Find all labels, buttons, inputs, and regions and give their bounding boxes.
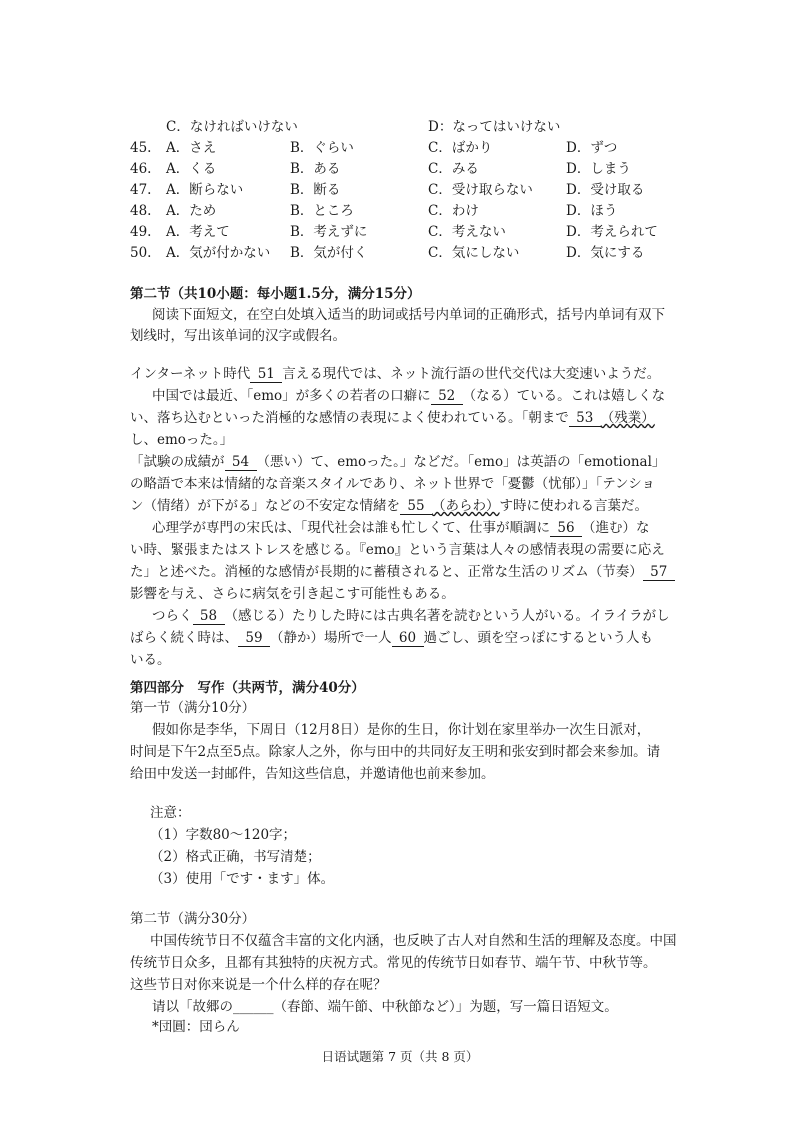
- option-c: C．気にしない: [428, 245, 520, 261]
- passage-text: （なる）ている。これは嬉しくな: [462, 388, 666, 404]
- note-item-3: （3）使用「です・ます」体。: [150, 871, 335, 887]
- blank-55: 55: [400, 499, 432, 515]
- passage-line: [130, 496, 648, 516]
- blank-59: 59: [238, 631, 270, 647]
- question-49: [130, 222, 770, 243]
- passage-text: 中国では最近、「emo」が多くの若者の口癖に: [152, 388, 431, 404]
- passage-text: （進む）な: [581, 520, 650, 536]
- section2-prompt-line: [152, 997, 618, 1017]
- prompt-text: 请以「故郷の: [152, 999, 233, 1015]
- section1-prompt-line: 时间是下午2点至5点。除家人之外，你与田中的共同好友王明和张安到时都会来参加。请: [130, 744, 661, 760]
- section2-heading: 第二节（共10小题：每小题1.5分，满分15分）: [130, 286, 421, 302]
- passage-line: [130, 562, 675, 582]
- title-blank: ______: [233, 999, 274, 1015]
- note-item-2: （2）格式正确，书写清楚；: [150, 849, 321, 865]
- note-item-1: （1）字数80～120字；: [150, 827, 297, 843]
- option-c: C．考えない: [428, 224, 506, 240]
- option-a: A．考えて: [166, 224, 230, 240]
- question-number: 50.: [130, 245, 152, 261]
- passage-text: 心理学が専門の宋氏は、「現代社会は誰も忙しくて、仕事が順調に: [152, 520, 550, 536]
- part4-section2-heading: 第二节（满分30分）: [130, 911, 256, 927]
- blank-53: 53: [569, 411, 601, 427]
- option-b: B．断る: [290, 182, 341, 198]
- section2-prompt-line: 这些节日对你来说是一个什么样的存在呢？: [130, 977, 387, 993]
- passage-line: [130, 628, 653, 648]
- passage-line: [152, 518, 649, 538]
- prev-item-options: [130, 117, 770, 138]
- section2-prompt-line: 传统节日众多，且都有其独特的庆祝方式。常见的传统节日如春节、端午节、中秋节等。: [130, 955, 657, 971]
- option-c: C．みる: [428, 161, 479, 177]
- option-d: D．ずつ: [566, 140, 618, 156]
- option-a: A．くる: [166, 161, 217, 177]
- question-50: [130, 243, 770, 264]
- question-number: 45.: [130, 140, 152, 156]
- passage-text: い、落ち込むといった消極的な感情の表現によく使われている。「朝まで: [130, 410, 569, 426]
- blank-58: 58: [193, 609, 225, 625]
- passage-line: [130, 364, 660, 384]
- vocab-note: *団圓：団らん: [152, 1019, 240, 1035]
- section1-prompt-line: 给田中发送一封邮件，告知这些信息，并邀请他也前来参加。: [130, 766, 495, 782]
- option-b: B．ところ: [290, 203, 354, 219]
- blank-60: 60: [392, 631, 424, 647]
- option-c: C．受け取らない: [428, 182, 533, 198]
- passage-text: （悪い）て、emoった。」などだ。「emo」は英語の「emotional」: [256, 454, 666, 470]
- section2-instruction-2: 划线时，写出该单词的汉字或假名。: [130, 328, 346, 344]
- option-a: A．気が付かない: [166, 245, 271, 261]
- section2-prompt-line: 中国传统节日不仅蕴含丰富的文化内涵，也反映了古人对自然和生活的理解及态度。中国: [150, 933, 677, 949]
- page-footer: 日语试题第 7 页（共 8 页）: [321, 1049, 479, 1064]
- option-d: D．受け取る: [566, 182, 645, 198]
- part4-heading: 第四部分 写作（共两节，满分40分）: [130, 680, 365, 696]
- blank-54: 54: [225, 455, 257, 471]
- option-a: A．断らない: [166, 182, 244, 198]
- option-b: B．ぐらい: [290, 140, 354, 156]
- question-number: 48.: [130, 203, 152, 219]
- option-b: B．ある: [290, 161, 341, 177]
- question-48: [130, 201, 770, 222]
- passage-line: い時、緊張またはストレスを感じる。『emo』という言葉は人々の感情表現の需要に応え: [130, 542, 665, 558]
- blank-51: 51: [250, 367, 282, 383]
- passage-text: ばらく続く時は、: [130, 630, 238, 646]
- passage-text: 「試験の成績が: [130, 454, 225, 470]
- prev-option-c: C．なければいけない: [166, 119, 298, 135]
- option-b: B．考えずに: [290, 224, 368, 240]
- section2-instruction-1: 阅读下面短文，在空白处填入适当的助词或括号内单词的正确形式，括号内单词有双下: [152, 307, 665, 323]
- question-46: [130, 159, 770, 180]
- question-number: 49.: [130, 224, 152, 240]
- option-c: C．ばかり: [428, 140, 493, 156]
- prev-option-d: D：なってはいけない: [428, 119, 561, 135]
- passage-line: いる。: [130, 652, 171, 668]
- question-45: [130, 138, 770, 159]
- prompt-text: （春節、端午節、中秋節など）」为题，写一篇日语短文。: [273, 999, 618, 1015]
- passage-line: [130, 408, 655, 428]
- option-b: B．気が付く: [290, 245, 368, 261]
- passage-text: た」と述べた。消極的な感情が長期的に蓄積されると、正常な生活のリズム（节奏）: [130, 564, 643, 580]
- question-47: [130, 180, 770, 201]
- passage-line: [152, 606, 670, 626]
- option-d: D．考えられて: [566, 224, 658, 240]
- blank-52: 52: [431, 389, 463, 405]
- passage-text: （感じる）たりした時には古典名著を読むという人がいる。イライラがし: [224, 608, 670, 624]
- option-a: A．ため: [166, 203, 217, 219]
- passage-text: （静か）場所で一人: [270, 630, 392, 646]
- option-c: C．わけ: [428, 203, 479, 219]
- note-title: 注意：: [150, 805, 191, 821]
- passage-text: インターネット時代: [130, 366, 251, 382]
- option-a: A．さえ: [166, 140, 217, 156]
- passage-line: の略語で本来は情緒的な音楽スタイルであり、ネット世界で「憂鬱（忧郁）」「テンショ: [130, 476, 655, 492]
- passage-text: 過ごし、頭を空っぽにするという人も: [423, 630, 653, 646]
- passage-text: （残業）: [600, 410, 655, 426]
- passage-line: [130, 452, 665, 472]
- passage-line: [152, 386, 665, 406]
- blank-56: 56: [550, 521, 582, 537]
- passage-text: つらく: [152, 608, 193, 624]
- option-d: D．しまう: [566, 161, 631, 177]
- question-number: 46.: [130, 161, 152, 177]
- passage-line: 影響を与え、さらに病気を引き起こす可能性もある。: [130, 586, 455, 602]
- passage-text: 言える現代では、ネット流行語の世代交代は大変速いようだ。: [282, 366, 661, 382]
- option-d: D．気にする: [566, 245, 645, 261]
- blank-57: 57: [643, 565, 675, 581]
- part4-section1-heading: 第一节（满分10分）: [130, 700, 256, 716]
- passage-text: ン（情绪）が下がる」などの不安定な情緒を: [130, 498, 400, 514]
- option-d: D．ほう: [566, 203, 618, 219]
- section1-prompt-line: 假如你是李华，下周日（12月8日）是你的生日，你计划在家里举办一次生日派对，: [152, 722, 651, 738]
- passage-line: し、emoった。」: [130, 432, 234, 448]
- passage-text: （あらわ）: [432, 498, 500, 514]
- question-number: 47.: [130, 182, 152, 198]
- passage-text: す時に使われる言葉だ。: [499, 498, 648, 514]
